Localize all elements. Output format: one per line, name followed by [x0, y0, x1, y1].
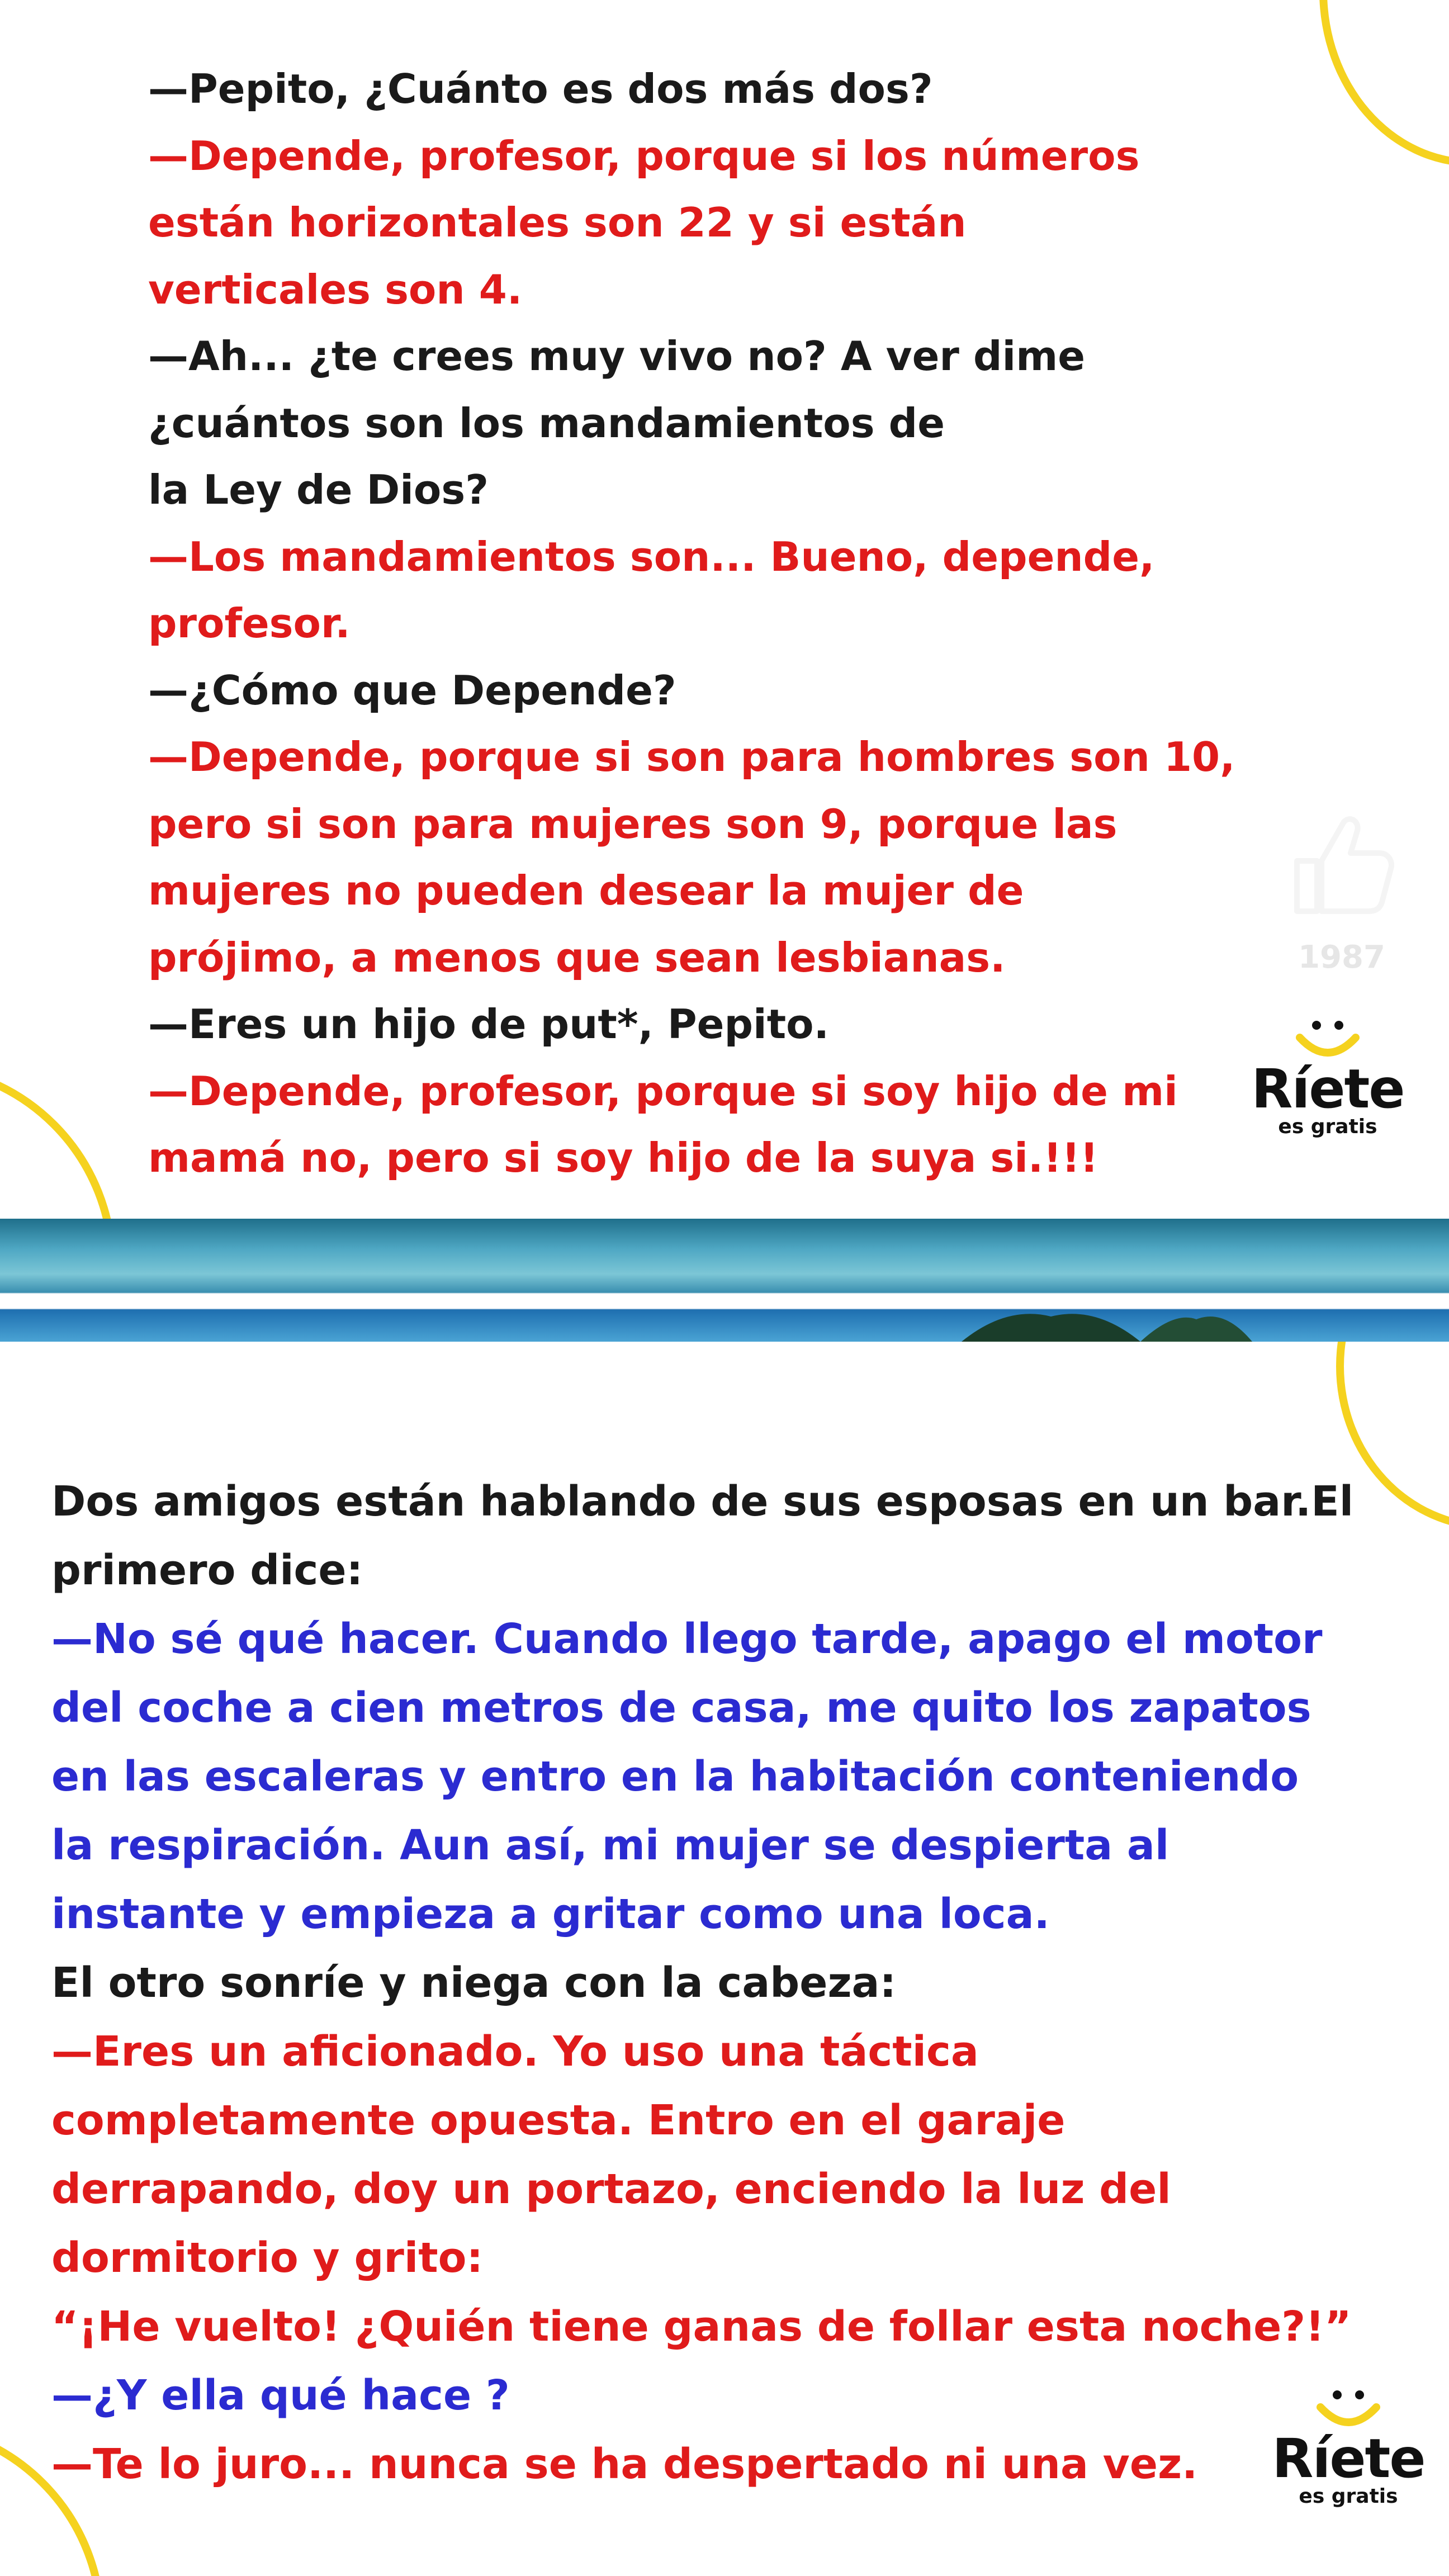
logo-tagline: es gratis [1299, 2485, 1398, 2508]
smile-icon [1309, 2387, 1388, 2432]
joke-line: verticales son 4. [148, 266, 523, 313]
joke-line: ¿cuántos son los mandamientos de [148, 399, 945, 447]
joke-line: primero dice: [51, 1546, 363, 1594]
joke-line: —Depende, porque si son para hombres son 10, [148, 733, 1235, 780]
joke-line: —Pepito, ¿Cuánto es dos más dos? [148, 65, 933, 112]
decorative-arc-top-right [1319, 0, 1449, 167]
joke-line: mamá no, pero si soy hijo de la suya si.!!! [148, 1134, 1098, 1181]
joke-line: mujeres no pueden desear la mujer de [148, 867, 1024, 914]
joke-line: la respiración. Aun así, mi mujer se despierta al [51, 1821, 1169, 1869]
joke-line: —Eres un aficionado. Yo uso una táctica [51, 2028, 979, 2076]
joke-2-text [51, 1467, 1415, 2499]
joke-line: profesor. [148, 600, 351, 647]
joke-line: derrapando, doy un portazo, enciendo la luz del [51, 2165, 1171, 2213]
joke-line: —¿Cómo que Depende? [148, 666, 676, 714]
joke-line: dormitorio y grito: [51, 2234, 484, 2282]
joke-line: Dos amigos están hablando de sus esposas en un bar.El [51, 1478, 1354, 1526]
riete-logo [1244, 1017, 1412, 1138]
joke-line: “¡He vuelto! ¿Quién tiene ganas de follar esta noche?!” [51, 2303, 1352, 2351]
decorative-arc-bottom-left [0, 1062, 116, 1219]
riete-logo [1265, 2387, 1432, 2508]
smile-icon [1289, 1017, 1367, 1062]
joke-line: —¿Y ella qué hace ? [51, 2371, 510, 2419]
joke-line: El otro sonríe y niega con la cabeza: [51, 1959, 897, 2007]
joke-line: del coche a cien metros de casa, me quito los zapatos [51, 1684, 1311, 1732]
thumbs-up-icon [1286, 811, 1398, 922]
joke-line: —No sé qué hacer. Cuando llego tarde, apago el motor [51, 1615, 1323, 1663]
joke-line: —Los mandamientos son... Bueno, depende, [148, 533, 1155, 580]
joke-card-1 [0, 0, 1449, 1219]
palm-tree-icon [1140, 1305, 1252, 1342]
like-count: 1987 [1298, 939, 1385, 976]
joke-line: están horizontales son 22 y si están [148, 199, 967, 246]
logo-brand: Ríete [1251, 1058, 1404, 1120]
joke-line: —Te lo juro... nunca se ha despertado ni una vez. [51, 2440, 1198, 2488]
joke-line: completamente opuesta. Entro en el garaje [51, 2096, 1066, 2144]
palm-tree-icon [962, 1305, 1140, 1342]
joke-line: —Eres un hijo de put*, Pepito. [148, 1001, 829, 1048]
joke-line: —Depende, profesor, porque si soy hijo de mi [148, 1067, 1178, 1115]
joke-line: la Ley de Dios? [148, 466, 489, 513]
joke-line: —Ah... ¿te crees muy vivo no? A ver dime [148, 333, 1086, 380]
joke-line: instante y empieza a gritar como una loca. [51, 1890, 1050, 1938]
joke-1-text [148, 56, 1311, 1192]
joke-line: pero si son para mujeres son 9, porque las [148, 800, 1117, 847]
joke-line: prójimo, a menos que sean lesbianas. [148, 934, 1006, 981]
joke-card-2 [0, 1342, 1449, 2576]
joke-line: —Depende, profesor, porque si los números [148, 132, 1140, 179]
logo-tagline: es gratis [1278, 1115, 1377, 1138]
logo-brand: Ríete [1272, 2427, 1425, 2490]
joke-line: en las escaleras y entro en la habitación conteniendo [51, 1753, 1299, 1801]
